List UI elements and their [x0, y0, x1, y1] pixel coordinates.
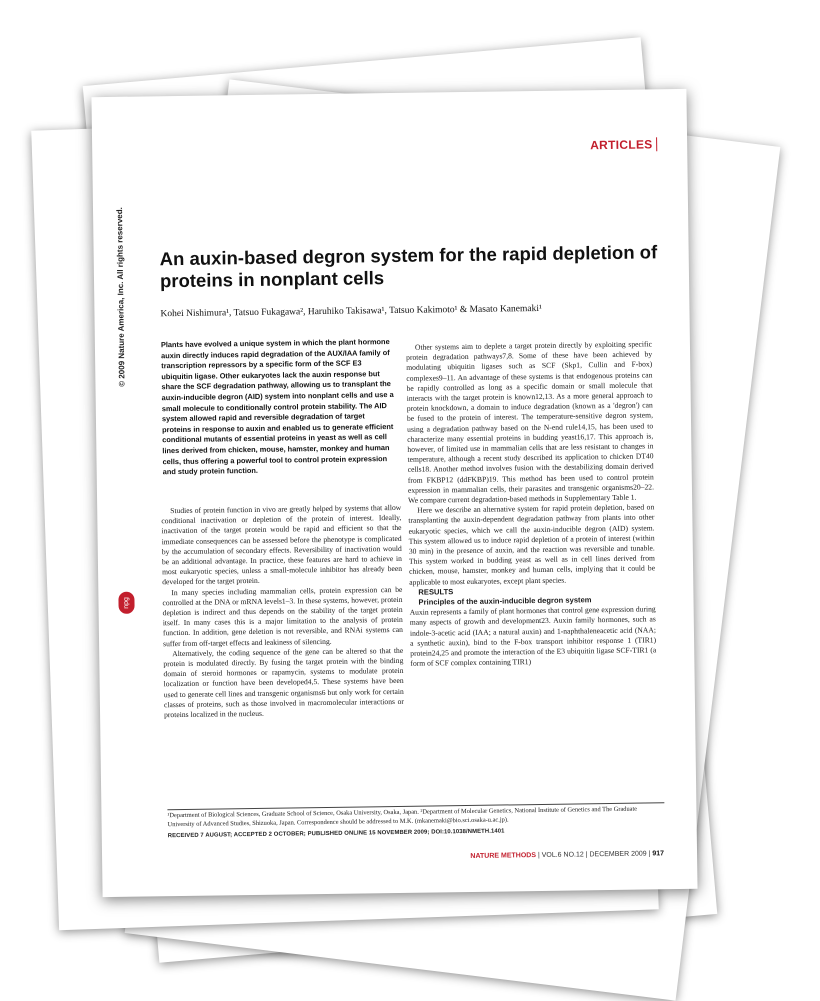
body-paragraph: In many species including mammalian cells, protein expression can be controlled at the DNA or mRNA levels1–3. In these systems, however, protein depletion is indirect and thus depends on the stability of the target protein itself. In many cases this is a major limitation to the analysis of protein function. In addition, gene deletion is not reversible, and RNAi systems can suffer from off-target effects and leakiness of silencing.	[162, 584, 403, 648]
npg-logo: npg	[118, 592, 134, 614]
body-paragraph: Here we describe an alternative system for rapid protein depletion, based on transplanting the auxin-dependent degradation pathway from plants into other eukaryotic species, which we call the auxin-inducible degron (AID) system. This system allowed us to induce rapid depletion of a protein of interest (within 30 min) in the presence of auxin, and the reaction was reversible and tunable. This system worked in budding yeast as well as in cell lines derived from chicken, mouse, hamster, monkey and human cells, implying that it could be applicable to most eukaryotes, except plant species.	[408, 502, 656, 587]
issue-date: DECEMBER 2009	[589, 850, 647, 859]
body-column-left	[161, 503, 404, 721]
page-footer: NATURE METHODS | VOL.6 NO.12 | DECEMBER 2009 | 917	[470, 850, 665, 860]
received-dates: RECEIVED 7 AUGUST; ACCEPTED 2 OCTOBER; PUBLISHED ONLINE 15 NOVEMBER 2009; DOI:10.1038/NMETH.1401	[167, 828, 505, 840]
abstract: Plants have evolved a unique system in which the plant hormone auxin directly induces rapid degradation of the AUX/IAA family of transcription repressors by a specific form of the SCF E3 ubiquitin ligase. Other eukaryotes lack the auxin response but share the SCF degradation pathway, allowing us to transplant the auxin-inducible degron (AID) system into nonplant cells and use a small molecule to conditionally control protein stability. The AID system allowed rapid and reversible degradation of target proteins in response to auxin and enabled us to generate efficient conditional mutants of essential proteins in yeast as well as cell lines derived from chicken, mouse, hamster, monkey and human cells, thus offering a powerful tool to control protein expression and study protein function.	[160, 337, 394, 477]
section-tag: ARTICLES	[590, 137, 658, 152]
volume-issue: VOL.6 NO.12	[541, 851, 584, 859]
body-paragraph: Studies of protein function in vivo are greatly helped by systems that allow conditional inactivation or depletion of the protein of interest. Ideally, inactivation of the target protein would be rapid and efficient so that the immediate consequences can be assessed before the phenotype is complicated by the accumulation of secondary effects. Reversibility of inactivation would be an additional advantage. In practice, these features are hard to achieve in most eukaryotic species, unless a small-molecule inhibitor has already been developed for the target protein.	[161, 502, 403, 587]
article-title: An auxin-based degron system for the rapid depletion of proteins in nonplant cells	[159, 241, 658, 292]
article-page	[91, 89, 697, 897]
journal-name: NATURE METHODS	[470, 852, 537, 860]
body-paragraph: Other systems aim to deplete a target protein directly by exploiting specific protein degradation pathways7,8. Some of these have been achieved by modulating ubiquitin ligases such as SCF (Skp1, Cullin and F-box) complexes9–11. An advantage of these systems is that endogenous proteins can be rapidly controlled as long as a specific domain or small molecule that interacts with the target protein is known12,13. As a more general approach to protein knockdown, a domain to induce degradation (known as a 'degron') can be fused to the protein of interest. The temperature-sensitive degron system, using a degradation pathway based on the N-end rule14,15, has been used to characterize many essential proteins in budding yeast16,17. This approach is, however, of limited use in mammalian cells that are less resistant to changes in temperature, although a recent study described its application to chicken DT40 cells18. Another method involves fusion with the destabilizing domain derived from FKBP12 (ddFKBP)19. This method has been used to control protein expression in mammalian cells, their parasites and transgenic organisms20–22. We compare current degradation-based methods in Supplementary Table 1.	[406, 339, 655, 505]
body-paragraph: Auxin represents a family of plant hormones that control gene expression during many aspects of growth and development23. Auxin family hormones, such as indole-3-acetic acid (IAA; a natural auxin) and 1-naphthaleneacetic acid (NAA; a synthetic auxin), bind to the F-box transport inhibitor response 1 (TIR1) protein24,25 and promote the interaction of the E3 ubiquitin ligase SCF-TIR1 (a form of SCF complex containing TIR1)	[409, 604, 657, 669]
author-list: Kohei Nishimura¹, Tatsuo Fukagawa², Haruhiko Takisawa¹, Tatsuo Kakimoto¹ & Masato Kanemaki¹	[160, 303, 542, 320]
affiliations: ¹Department of Biological Sciences, Graduate School of Science, Osaka University, Osaka, Japan. ²Department of Molecular Genetics, National Institute of Genetics and The Graduate University of Advanced Studies, Shizuoka, Japan. Correspondence should be addressed to M.K. (mkanemaki@bio.sci.osaka-u.ac.jp).	[167, 805, 638, 828]
page-number: 917	[652, 850, 665, 858]
body-paragraph: Alternatively, the coding sequence of the gene can be altered so that the protein is modulated directly. By fusing the target protein with the binding domain of steroid hormones or rapamycin, systems to modulate protein localization or function have been developed4,5. These systems have been used to generate cell lines and transgenic organisms6 but only work for certain classes of proteins, such as those involved in macromolecular interactions or proteins localized in the nucleus.	[163, 645, 404, 720]
results-subheading: Principles of the auxin-inducible degron system	[418, 595, 592, 607]
body-column-right	[406, 339, 657, 669]
copyright-notice: © 2009 Nature America, Inc. All rights reserved.	[114, 207, 127, 387]
results-heading: RESULTS	[418, 587, 454, 597]
